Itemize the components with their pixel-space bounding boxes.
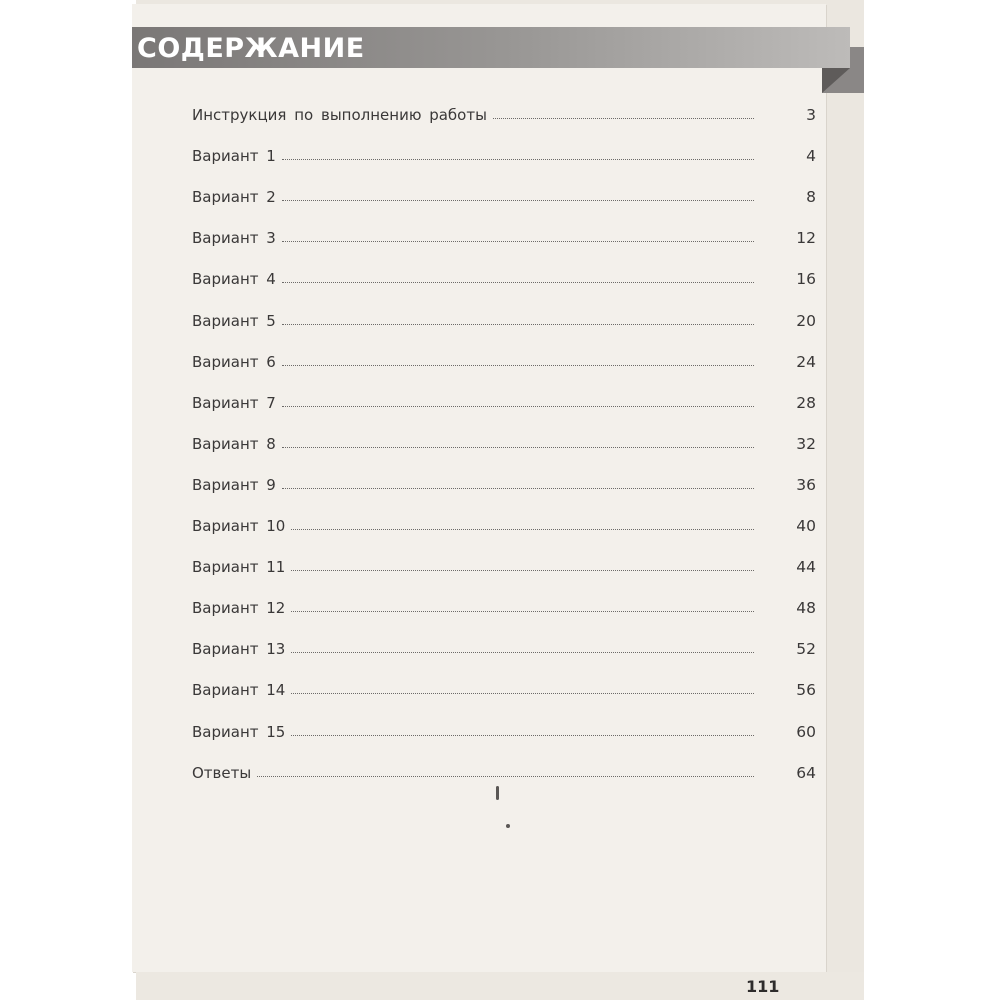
toc-entry-page: 20: [796, 311, 816, 330]
toc-entry: [192, 302, 816, 332]
toc-dot-leader: [282, 282, 754, 283]
toc-entry-page: 16: [796, 270, 816, 289]
header-tab-notch: [822, 68, 850, 93]
toc-entry-label: Вариант 15: [192, 722, 286, 741]
toc-entry-label: Вариант 5: [192, 311, 276, 330]
toc-entry: [192, 178, 816, 208]
toc-entry: [192, 507, 816, 537]
toc-entry-label: Вариант 13: [192, 640, 286, 659]
toc-entry-label: Ответы: [192, 763, 252, 782]
toc-entry-page: 28: [796, 393, 816, 412]
toc-entry-page: 40: [796, 517, 816, 535]
toc-entry-page: 48: [796, 599, 816, 618]
toc-dot-leader: [291, 611, 754, 612]
toc-entry: [192, 343, 816, 373]
toc-dot-leader: [291, 570, 754, 571]
print-speck: [506, 824, 510, 828]
toc-entry: [192, 630, 816, 660]
toc-entry-page: 56: [796, 681, 816, 700]
toc-dot-leader: [493, 118, 754, 119]
toc-entry: [192, 754, 816, 784]
toc-dot-leader: [282, 200, 754, 201]
toc-entry: [192, 425, 816, 455]
toc-entry-label: Вариант 3: [192, 229, 276, 248]
toc-entry-page: 32: [796, 434, 816, 453]
toc-entry-label: Вариант 10: [192, 517, 286, 535]
toc-entry: [192, 219, 816, 249]
toc-entry-label: Вариант 8: [192, 434, 276, 453]
toc-entry-label: Вариант 7: [192, 393, 276, 412]
toc-entry-page: 64: [796, 763, 816, 782]
toc-entry-page: 52: [796, 640, 816, 659]
toc-entry: [192, 260, 816, 290]
toc-entry-label: Вариант 14: [192, 681, 286, 700]
toc-entry-page: 12: [796, 229, 816, 248]
page-title: СОДЕРЖАНИЕ: [137, 33, 365, 64]
toc-dot-leader: [282, 488, 754, 489]
toc-entry-page: 3: [806, 106, 816, 124]
toc-entry-label: Вариант 6: [192, 352, 276, 371]
toc-dot-leader: [257, 776, 754, 777]
toc-dot-leader: [282, 406, 754, 407]
toc-entry-label: Вариант 12: [192, 599, 286, 618]
toc-entry: [192, 713, 816, 743]
toc-dot-leader: [282, 241, 754, 242]
toc-entry-label: Вариант 4: [192, 270, 276, 289]
toc-entry-label: Инструкция по выполнению работы: [192, 106, 487, 124]
toc-entry-page: 44: [796, 558, 816, 577]
toc-entry: [192, 548, 816, 578]
toc-entry-label: Вариант 9: [192, 475, 276, 494]
toc-entry: [192, 589, 816, 619]
toc-dot-leader: [291, 529, 754, 530]
toc-entry-page: 8: [806, 188, 816, 207]
toc-entry-page: 4: [806, 147, 816, 166]
toc-entry: [192, 466, 816, 496]
toc-dot-leader: [282, 159, 754, 160]
toc-dot-leader: [282, 324, 754, 325]
print-speck: [496, 786, 499, 800]
toc-entry: [192, 671, 816, 701]
toc-dot-leader: [291, 735, 754, 736]
toc-dot-leader: [282, 447, 754, 448]
toc-entry: [192, 384, 816, 414]
toc-entry-page: 24: [796, 352, 816, 371]
toc-entry: [192, 96, 816, 126]
page-number: 111: [746, 977, 780, 996]
toc-dot-leader: [282, 365, 754, 366]
toc-entry-label: Вариант 1: [192, 147, 276, 166]
toc-entry-label: Вариант 2: [192, 188, 276, 207]
toc-entry-page: 36: [796, 475, 816, 494]
toc-dot-leader: [291, 693, 754, 694]
toc-entry-label: Вариант 11: [192, 558, 286, 577]
toc-entry: [192, 137, 816, 167]
toc-entry-page: 60: [796, 722, 816, 741]
toc-dot-leader: [291, 652, 754, 653]
